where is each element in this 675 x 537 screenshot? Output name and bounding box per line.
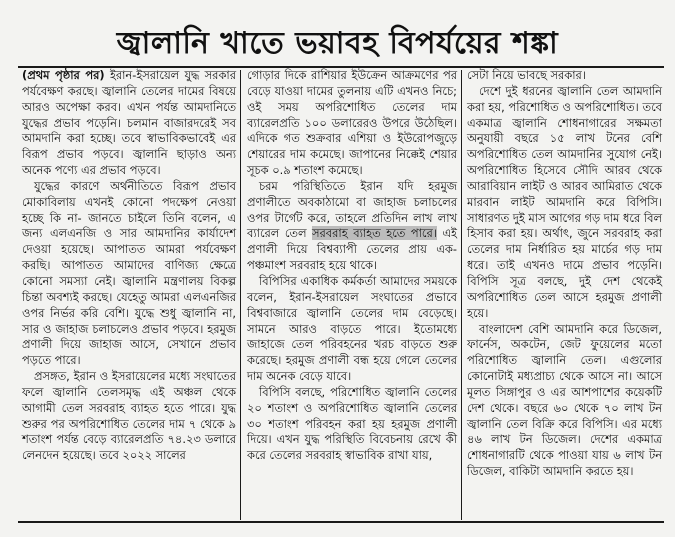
paragraph-text: এই প্রণালী দিয়ে বিশ্বব্যাপী তেলের প্রায় এক-পঞ্চমাংশ সরবরাহ হয়ে থাকে। <box>247 226 457 273</box>
page-headline: জ্বালানি খাতে ভয়াবহ বিপর্যয়ের শঙ্কা <box>116 26 559 61</box>
paragraph: বাংলাদেশ বেশি আমদানি করে ডিজেল, ফার্নেস, অকটেন, জেট ফুয়েলের মতো পরিশোধিত জ্বালানি তেল। এগুলোর কোনোটাই মধ্যপ্রাচ্য থেকে আসে না। আসে মূলত সিঙ্গাপুর ও এর আশপাশের কয়েকটি দেশ থেকে। বছরে ৬০ থেকে ৭০ লাখ টন জ্বালানি তেল বিক্রি করে বিপিসি। এর মধ্যে ৪৬ লাখ টন ডিজেল। দেশের একমাত্র শোধনাগারটি থেকে পাওয়া যায় ৬ লাখ টন ডিজেল, বাকিটা আমদানি করতে হয়। <box>467 321 662 479</box>
bottom-rule <box>18 521 664 523</box>
column-divider-1 <box>240 70 241 520</box>
continuation-label: (প্রথম পৃষ্ঠার পর) <box>22 68 105 82</box>
article-column-2 <box>247 68 457 464</box>
paragraph-text: ইরান-ইসরায়েল যুদ্ধ সরকার পর্যবেক্ষণ করছে। জ্বালানি তেলের দামের বিষয়ে আরও অপেক্ষা করব। এখন পর্যন্ত আমদানিতে যুদ্ধের প্রভাব পড়েনি। চলমান বাজারদরেই সব আমদানি করা হচ্ছে। তবে স্বাভাবিকভাবেই এর বিরূপ প্রভাব পড়বে। জ্বালানি ছাড়াও অন্য অনেক পণ্যে এর প্রভাব পড়বে। <box>22 68 236 178</box>
paragraph: সেটা নিয়ে ভাবছে সরকার। <box>467 68 586 82</box>
paragraph: বিপিসির একাধিক কর্মকর্তা আমাদের সময়কে বলেন, ইরান-ইসরায়েল সংঘাতের প্রভাবে বিশ্ববাজারে জ্বালানি তেলের দাম বেড়েছে। সামনে আরও বাড়তে পারে। ইতোমধ্যে জাহাজে তেল পরিবহনের খরচ বাড়তে শুরু করেছে। হরমুজ প্রণালী বন্ধ হয়ে গেলে তেলের দাম অনেক বেড়ে যাবে। <box>247 273 457 384</box>
highlighted-text: সরবরাহ ব্যাহত হতে পারে। <box>312 226 437 241</box>
article-column-3 <box>467 68 662 480</box>
paragraph <box>22 68 236 179</box>
article-column-1 <box>22 68 236 464</box>
paragraph <box>247 179 457 274</box>
paragraph-text: চরম পরিস্থিতিতে ইরান যদি হরমুজ প্রণালীতে অবকাঠামো বা জাহাজ চলাচলের ওপর টার্গেট করে, তাহলে প্রতিদিন লাখ লাখ ব্যারেল তেল <box>247 178 457 241</box>
column-divider-2 <box>461 70 462 520</box>
paragraph: বিপিসি বলছে, পরিশোধিত জ্বালানি তেলের ২০ শতাংশ ও অপরিশোধিত জ্বালানি তেলের ৩০ শতাংশ পরিবহন করা হয় হরমুজ প্রণালী দিয়ে। এখন যুদ্ধ পরিস্থিতি বিবেচনায় রেখে কী করে তেলের সরবরাহ স্বাভাবিক রাখা যায়, <box>247 384 457 463</box>
paragraph: দেশে দুই ধরনের জ্বালানি তেল আমদানি করা হয়, পরিশোধিত ও অপরিশোধিত। তবে একমাত্র জ্বালানি শোধনাগারের সক্ষমতা অনুযায়ী বছরে ১৫ লাখ টনের বেশি অপরিশোধিত তেল আমদানির সুযোগ নেই। অপরিশোধিত হিসেবে সৌদি আরব থেকে আরাবিয়ান লাইট ও আরব আমিরাত থেকে মারবান লাইট আমদানি করে বিপিসি। সাধারণত দুই মাস আগের গড় দাম ধরে বিল হিসাব করা হয়। অর্থাৎ, জুনে সরবরাহ করা তেলের দাম নির্ধারিত হয় মার্চের গড় দাম ধরে। তাই এখনও দামে প্রভাব পড়েনি। বিপিসি সূত্র বলছে, দুই দেশ থেকেই অপরিশোধিত তেল আসে হরমুজ প্রণালী হয়ে। <box>467 83 662 320</box>
next-article-cutoff <box>0 525 675 537</box>
paragraph: প্রসঙ্গত, ইরান ও ইসরায়েলের মধ্যে সংঘাতের ফলে জ্বালানি তেলসমৃদ্ধ এই অঞ্চল থেকে আগামী তেল সরবরাহ ব্যাহত হতে পারে। যুদ্ধ শুরুর পর অপরিশোধিত তেলের দাম ৭ থেকে ৯ শতাংশ পর্যন্ত বেড়ে ব্যারেলপ্রতি ৭৪.২৩ ডলারে লেনদেন হয়েছে। তবে ২০২২ সালের <box>22 369 236 463</box>
paragraph: গোড়ার দিকে রাশিয়ার ইউক্রেন আক্রমণের পর বেড়ে যাওয়া দামের তুলনায় এটি এখনও নিচে; ওই সময় অপরিশোধিত তেলের দাম ব্যারেলপ্রতি ১০০ ডলারেরও উপরে উঠেছিল। এদিকে গত শুক্রবার এশিয়া ও ইউরোপজুড়ে শেয়ারের দাম কমেছে। জাপানের নিক্কেই শেয়ার সূচক ০.৯ শতাংশ কমেছে। <box>247 68 457 178</box>
paragraph: যুদ্ধের কারণে অর্থনীতিতে বিরূপ প্রভাব মোকাবিলায় এখনই কোনো পদক্ষেপ নেওয়া হচ্ছে কি না- জানতে চাইলে তিনি বলেন, এ জন্য এলএনজি ও সার আমদানির কার্যাদেশ দেওয়া হয়েছে। আপাতত আমরা পর্যবেক্ষণ করছি। আপাতত আমাদের বাণিজ্য ক্ষেত্রে কোনো সমস্যা নেই। জ্বালানি মন্ত্রণালয় বিকল্প চিন্তা অবশ্যই করছে। যেহেতু আমরা এলএনজির ওপর নির্ভর করি বেশি। যুদ্ধে শুধু জ্বালানি না, সার ও জাহাজ চলাচলেও প্রভাব পড়বে। হরমুজ প্রণালী দিয়ে জাহাজ আসে, সেখানে প্রভাব পড়তে পারে। <box>22 178 236 368</box>
